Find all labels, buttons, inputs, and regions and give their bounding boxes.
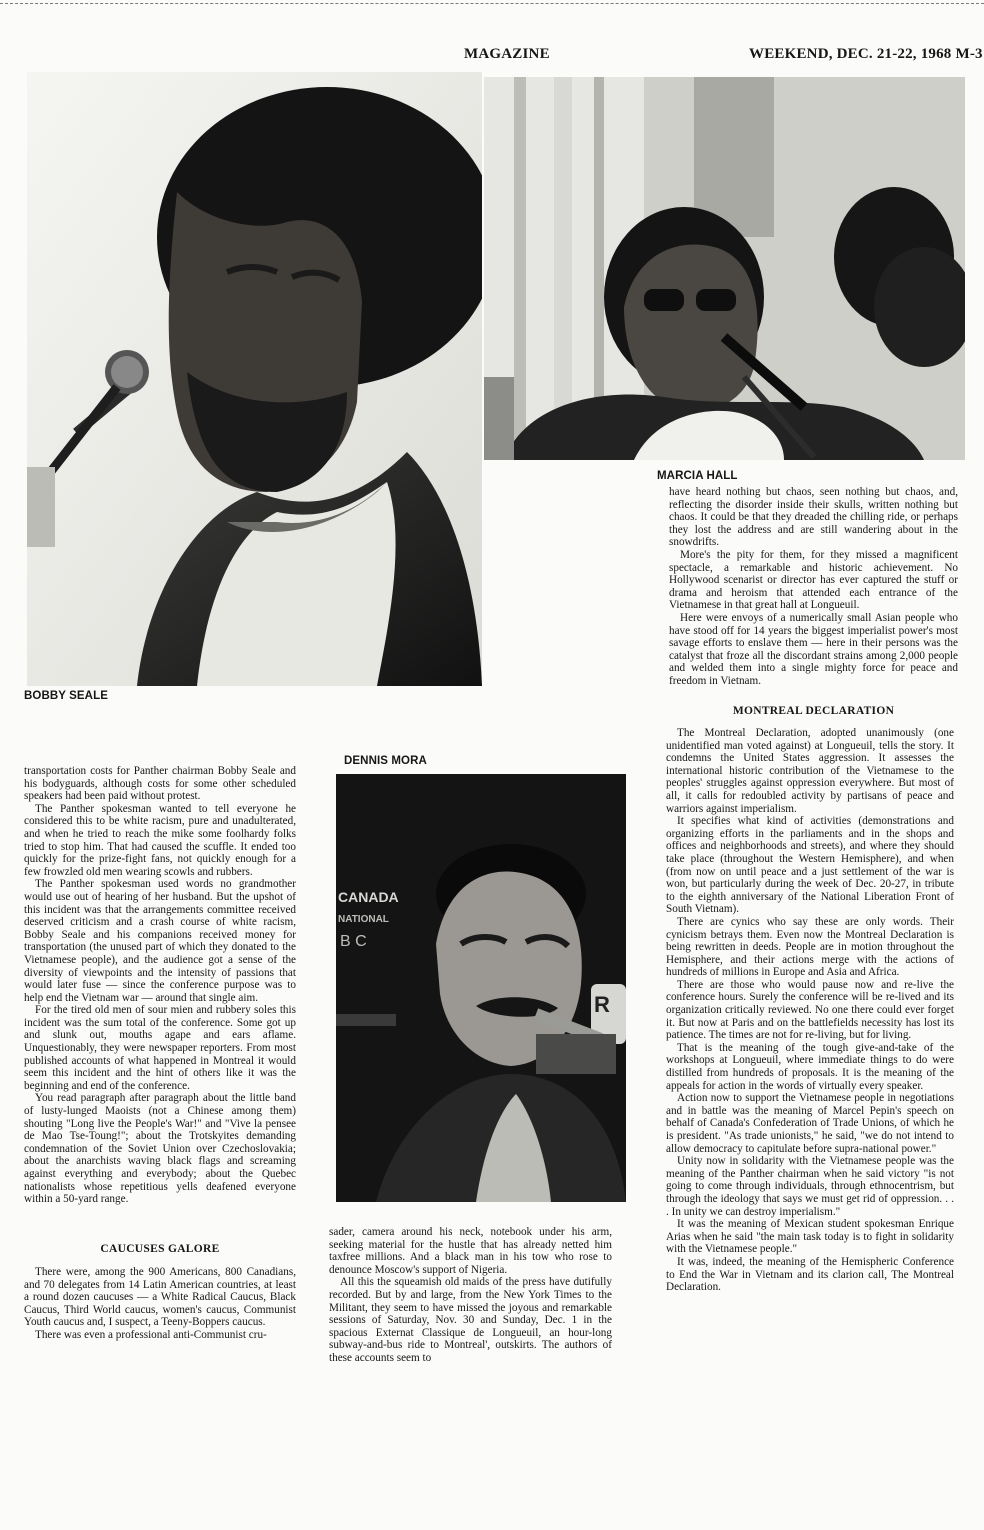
page-number: M-3 [955, 46, 983, 62]
photo-bobby-seale [27, 72, 482, 686]
article-column-right-top [669, 486, 958, 688]
caption-bobby-seale: BOBBY SEALE [24, 690, 108, 702]
article-column-right-bottom [666, 727, 954, 1294]
svg-text:R: R [594, 992, 610, 1017]
bobby-seale-image [27, 72, 482, 686]
banner-text-national: NATIONAL [338, 914, 389, 925]
paragraph: There were, among the 900 Americans, 800 Canadians, and 70 delegates from 14 Latin American countries, at least a round dozen caucuses — a White Radical Caucus, Black Caucus, Third World caucus, women's caucus, Communist Youth caucus and, I suspect, a Teeny-Boppers caucus. [24, 1266, 296, 1329]
marcia-hall-image [484, 77, 965, 460]
paragraph: The Panther spokesman wanted to tell everyone he considered this to be white racism, pure and unadulterated, and when he tried to reach the mike some foolhardy folks tried to stop him. That had caused the scuffle. It ended too quickly for the prize-fight fans, not quickly enough for a few frowzled old men wearing scowls and rubbers. [24, 802, 296, 878]
paragraph: Here were envoys of a numerically small Asian people who have stood off for 14 years the biggest imperialist power's most savage efforts to enslave them — here in their persons was the catalyst that froze all the discordant strains among 2,000 people and welded them into a single mighty force for peace and freedom in Vietnam. [669, 611, 958, 687]
caption-dennis-mora: DENNIS MORA [344, 755, 427, 767]
photo-dennis-mora [336, 774, 626, 1202]
paragraph: That is the meaning of the tough give-and-take of the workshops at Longueuil, where immediate things to do were distilled from hundreds of proposals. It is the meaning of the appeals for action in the words of virtually every speaker. [666, 1041, 954, 1092]
paragraph: Unity now in solidarity with the Vietnamese people was the meaning of the Panther chairman when he said victory "is not going to come through individuals, through ethnocentrism, but through the ideology that says we must get rid of oppression. . . . In unity we can destroy imperialism." [666, 1155, 954, 1218]
paragraph: There was even a professional anti-Communist cru- [35, 1328, 267, 1341]
paragraph: There are cynics who say these are only words. Their cynicism betrays them. Even now the Montreal Declaration is being rewritten in deeds. People are in motion throughout the Hemisphere, and their actions merge with the actions of hundreds of millions in Europe and Asia and Africa. [666, 915, 954, 979]
paragraph: transportation costs for Panther chairman Bobby Seale and his bodyguards, although costs for some other scheduled speakers had been paid without protest. [24, 765, 296, 803]
caption-marcia-hall: MARCIA HALL [657, 470, 738, 482]
banner-text-canada: CANADA [338, 889, 399, 905]
paragraph: There are those who would pause now and re-live the conference hours. Surely the conference will be re-lived and its organization critically reviewed. No one there could ever forget it. But now at Paris and on the battlefields necessity has lost its patience. The times are not for re-living, but for living. [666, 978, 954, 1042]
paragraph: The Montreal Declaration, adopted unanimously (one unidentified man voted against) at Longueuil, tells the story. It condemns the United States aggression. It assesses the international historic contribution of the Vietnamese to the peoples' struggles against oppression everywhere. But most of all, it calls for redoubled activity by partisans of peace and warriors against imperialism. [666, 727, 954, 815]
issue-date [749, 46, 983, 63]
article-column-left [24, 765, 296, 1206]
date-text: WEEKEND, DEC. 21-22, 1968 [749, 46, 952, 62]
paragraph: The Panther spokesman used words no grandmother would use out of hearing of her husband. But the upshot of this incident was that the arrangements committee received deserved criticism and a crash course of white racism, Bobby Seale and his companions received money for transportation (the unused part of which they donated to the Vietnamese people), and the audience got a sense of the diversity of viewpoints and the intensity of passions that would later fuse — since the conference purpose was to help end the Vietnam war — around that single aim. [24, 878, 296, 1004]
paragraph: For the tired old men of sour mien and rubbery soles this incident was the sum total of the conference. Some got up and slunk out, mouths agape and ears aflame. Unquestionably, they were newspaper reporters. From most published accounts of what happened in Montreal it would seem this incident and the hint of others like it was the beginning and end of the conference. [24, 1004, 296, 1092]
section-name: MAGAZINE [464, 46, 550, 62]
paragraph: More's the pity for them, for they missed a magnificent spectacle, a remarkable and historic achievement. No Hollywood scenarist or director has ever captured the stuff or drama and heroism that attended each entrance of the Vietnamese in that great hall at Longueuil. [669, 548, 958, 612]
paragraph: You read paragraph after paragraph about the little band of lusty-lunged Maoists (not a Chinese among them) shouting "Long live the People's War!" and "Vive la pensee de Mao Tse-Toung!"; about the Trotskyites demanding condemnation of the Soviet Union over Czechoslovakia; about the anarchists waving black flags and screaming against everything and everybody; about the Quebec nationalists whose repetitious yells deafened everyone within a 50-yard range. [24, 1092, 296, 1206]
paragraph: It was, indeed, the meaning of the Hemispheric Conference to End the War in Vietnam and its clarion call, The Montreal Declaration. [666, 1255, 954, 1294]
subhead-caucuses: CAUCUSES GALORE [100, 1243, 220, 1255]
page-top-rule [0, 3, 984, 4]
subhead-montreal-declaration: MONTREAL DECLARATION [732, 705, 895, 717]
photo-marcia-hall [484, 77, 965, 460]
dennis-mora-image [336, 774, 626, 1202]
paragraph: have heard nothing but chaos, seen nothing but chaos, and, reflecting the disorder inside their skulls, written nothing but chaos. It could be that they dreaded the chilling ride, or perhaps they lost the address and are still wandering about in the snowdrifts. [669, 486, 958, 549]
paragraph: It was the meaning of Mexican student spokesman Enrique Arias when he said "the main task today is to fight in solidarity with the Vietnamese people." [666, 1218, 954, 1256]
paragraph: Action now to support the Vietnamese people in negotiations and in battle was the meaning of Marcel Pepin's speech on behalf of Canada's Confederation of Trade Unions, of which he is president. "As trade unionists," he said, "we do not intend to allow democracy to capitulate before supra-national power." [666, 1092, 954, 1155]
paragraph: All this the squeamish old maids of the press have dutifully recorded. But by and large, from the New York Times to the Militant, they seem to have missed the joyous and remarkable sessions of Saturday, Nov. 30 and Sunday, Dec. 1 in the spacious Externat Classique de Longueuil, an hour-long subway-and-bus ride to Montreal', outskirts. The authors of these accounts seem to [329, 1276, 612, 1364]
svg-text:B C: B C [340, 933, 367, 950]
article-column-left-bottom [24, 1266, 296, 1342]
paragraph: sader, camera around his neck, notebook under his arm, seeking material for the hustle that has already netted him taxfree millions. And a black man in his tow who rose to denounce Moscow's support of Nigeria. [329, 1226, 612, 1276]
paragraph: It specifies what kind of activities (demonstrations and organizing efforts in the parliaments and in the shops and offices and neighborhoods and streets), and where they should take place (throughout the Western Hemisphere), and when (from now on until peace and a just settlement of the war is won, but particularly during the week of Dec. 20-27, in tribute to the eighth anniversary of the National Liberation Front of South Vietnam). [666, 815, 954, 916]
article-column-middle [329, 1226, 612, 1365]
